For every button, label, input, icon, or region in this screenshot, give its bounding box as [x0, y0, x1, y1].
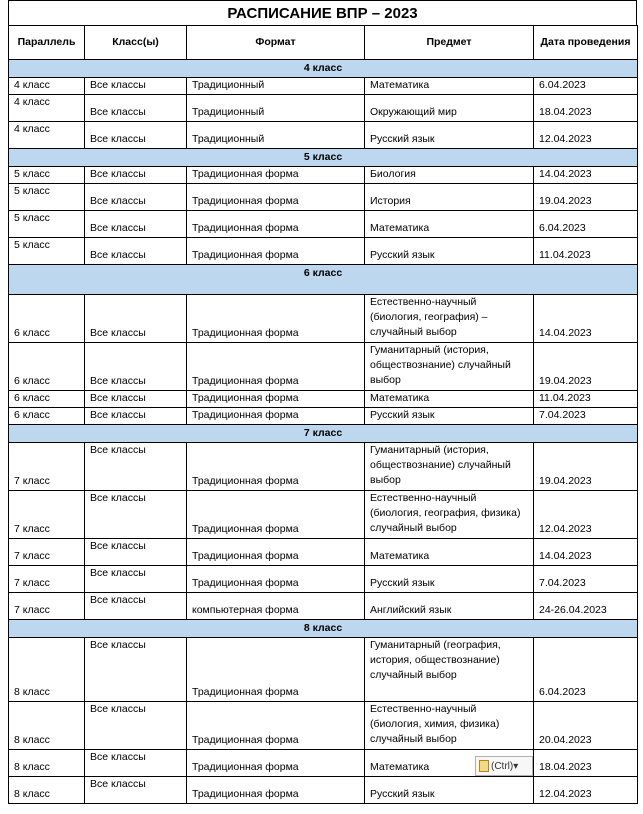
section-label: 8 класс	[9, 620, 638, 638]
table-row	[9, 295, 638, 343]
classes-cell: Все классы	[85, 78, 187, 95]
subject-cell: Естественно-научный (биология, география) – случайный выбор	[365, 295, 534, 343]
date-cell: 12.04.2023	[534, 122, 638, 149]
subject-cell: Русский язык	[365, 122, 534, 149]
header-parallel: Параллель	[9, 26, 85, 60]
parallel-cell: 7 класс	[9, 491, 85, 539]
parallel-cell: 7 класс	[9, 566, 85, 593]
section-label: 5 класс	[9, 149, 638, 167]
parallel-cell: 8 класс	[9, 638, 85, 702]
classes-cell: Все классы	[85, 238, 187, 265]
date-cell: 12.04.2023	[534, 777, 638, 804]
clipboard-icon	[479, 760, 489, 772]
subject-cell: Русский язык	[365, 777, 534, 804]
parallel-cell: 8 класс	[9, 750, 85, 777]
parallel-cell: 7 класс	[9, 539, 85, 566]
schedule-table	[8, 25, 638, 804]
subject-cell: Математика	[365, 211, 534, 238]
subject-cell: Английский язык	[365, 593, 534, 620]
classes-cell: Все классы	[85, 295, 187, 343]
table-row	[9, 750, 638, 777]
format-cell: Традиционная форма	[187, 295, 365, 343]
subject-cell: Математика	[365, 539, 534, 566]
subject-cell: Русский язык	[365, 408, 534, 425]
section-header-row	[9, 620, 638, 638]
subject-cell: Математика	[365, 78, 534, 95]
format-cell: Традиционная форма	[187, 343, 365, 391]
classes-cell: Все классы	[85, 638, 187, 702]
table-row	[9, 702, 638, 750]
format-cell: Традиционный	[187, 78, 365, 95]
table-row	[9, 593, 638, 620]
format-cell: Традиционная форма	[187, 211, 365, 238]
parallel-cell: 7 класс	[9, 593, 85, 620]
table-row	[9, 443, 638, 491]
classes-cell: Все классы	[85, 95, 187, 122]
section-header-row	[9, 425, 638, 443]
parallel-cell: 4 класс	[9, 95, 85, 122]
classes-cell: Все классы	[85, 777, 187, 804]
table-row	[9, 78, 638, 95]
parallel-cell: 6 класс	[9, 408, 85, 425]
classes-cell: Все классы	[85, 566, 187, 593]
parallel-cell: 8 класс	[9, 777, 85, 804]
subject-cell: Математика	[365, 750, 534, 777]
paste-options-label: (Ctrl)	[491, 761, 514, 772]
section-label: 6 класс	[9, 265, 638, 295]
subject-cell: Окружающий мир	[365, 95, 534, 122]
table-row	[9, 95, 638, 122]
table-row	[9, 167, 638, 184]
classes-cell: Все классы	[85, 750, 187, 777]
date-cell: 6.04.2023	[534, 78, 638, 95]
header-subject: Предмет	[365, 26, 534, 60]
subject-cell: Русский язык	[365, 238, 534, 265]
table-row	[9, 391, 638, 408]
subject-cell: Биология	[365, 167, 534, 184]
table-row	[9, 777, 638, 804]
table-row	[9, 122, 638, 149]
classes-cell: Все классы	[85, 167, 187, 184]
table-row	[9, 343, 638, 391]
date-cell: 11.04.2023	[534, 238, 638, 265]
subject-cell: Русский язык	[365, 566, 534, 593]
classes-cell: Все классы	[85, 211, 187, 238]
format-cell: Традиционная форма	[187, 702, 365, 750]
date-cell: 19.04.2023	[534, 184, 638, 211]
chevron-down-icon: ▾	[513, 761, 519, 772]
classes-cell: Все классы	[85, 443, 187, 491]
parallel-cell: 6 класс	[9, 295, 85, 343]
section-header-row	[9, 265, 638, 295]
subject-cell: Гуманитарный (география, история, обществознание) случайный выбор	[365, 638, 534, 702]
format-cell: Традиционная форма	[187, 750, 365, 777]
subject-cell: Гуманитарный (история, обществознание) случайный выбор	[365, 443, 534, 491]
classes-cell: Все классы	[85, 122, 187, 149]
table-row	[9, 408, 638, 425]
parallel-cell: 7 класс	[9, 443, 85, 491]
parallel-cell: 6 класс	[9, 391, 85, 408]
format-cell: Традиционная форма	[187, 566, 365, 593]
classes-cell: Все классы	[85, 408, 187, 425]
date-cell: 20.04.2023	[534, 702, 638, 750]
section-header-row	[9, 60, 638, 78]
table-row	[9, 184, 638, 211]
date-cell: 18.04.2023	[534, 750, 638, 777]
format-cell: Традиционная форма	[187, 391, 365, 408]
subject-cell: Гуманитарный (история, обществознание) случайный выбор	[365, 343, 534, 391]
date-cell: 14.04.2023	[534, 167, 638, 184]
header-format: Формат	[187, 26, 365, 60]
classes-cell: Все классы	[85, 702, 187, 750]
page-title: РАСПИСАНИЕ ВПР – 2023	[8, 0, 637, 26]
parallel-cell: 5 класс	[9, 184, 85, 211]
section-header-row	[9, 149, 638, 167]
table-row	[9, 238, 638, 265]
table-row	[9, 539, 638, 566]
date-cell: 11.04.2023	[534, 391, 638, 408]
subject-cell: Естественно-научный (биология, география, физика) случайный выбор	[365, 491, 534, 539]
date-cell: 14.04.2023	[534, 295, 638, 343]
header-row	[9, 26, 638, 60]
format-cell: Традиционный	[187, 122, 365, 149]
format-cell: Традиционный	[187, 95, 365, 122]
date-cell: 7.04.2023	[534, 408, 638, 425]
format-cell: Традиционная форма	[187, 777, 365, 804]
date-cell: 14.04.2023	[534, 539, 638, 566]
header-classes: Класс(ы)	[85, 26, 187, 60]
date-cell: 12.04.2023	[534, 491, 638, 539]
parallel-cell: 5 класс	[9, 167, 85, 184]
classes-cell: Все классы	[85, 539, 187, 566]
classes-cell: Все классы	[85, 391, 187, 408]
format-cell: Традиционная форма	[187, 491, 365, 539]
format-cell: Традиционная форма	[187, 443, 365, 491]
date-cell: 18.04.2023	[534, 95, 638, 122]
format-cell: Традиционная форма	[187, 539, 365, 566]
format-cell: компьютерная форма	[187, 593, 365, 620]
header-date: Дата проведения	[534, 26, 638, 60]
classes-cell: Все классы	[85, 343, 187, 391]
section-label: 4 класс	[9, 60, 638, 78]
date-cell: 19.04.2023	[534, 443, 638, 491]
format-cell: Традиционная форма	[187, 167, 365, 184]
date-cell: 7.04.2023	[534, 566, 638, 593]
paste-options-button[interactable]	[475, 756, 533, 776]
table-row	[9, 638, 638, 702]
date-cell: 6.04.2023	[534, 211, 638, 238]
date-cell: 6.04.2023	[534, 638, 638, 702]
format-cell: Традиционная форма	[187, 184, 365, 211]
table-row	[9, 491, 638, 539]
subject-cell: Естественно-научный (биология, химия, физика) случайный выбор	[365, 702, 534, 750]
subject-cell: Математика	[365, 391, 534, 408]
parallel-cell: 5 класс	[9, 238, 85, 265]
parallel-cell: 6 класс	[9, 343, 85, 391]
subject-cell: История	[365, 184, 534, 211]
table-row	[9, 211, 638, 238]
date-cell: 24-26.04.2023	[534, 593, 638, 620]
table-row	[9, 566, 638, 593]
date-cell: 19.04.2023	[534, 343, 638, 391]
classes-cell: Все классы	[85, 593, 187, 620]
format-cell: Традиционная форма	[187, 408, 365, 425]
format-cell: Традиционная форма	[187, 638, 365, 702]
classes-cell: Все классы	[85, 491, 187, 539]
section-label: 7 класс	[9, 425, 638, 443]
parallel-cell: 5 класс	[9, 211, 85, 238]
format-cell: Традиционная форма	[187, 238, 365, 265]
parallel-cell: 4 класс	[9, 78, 85, 95]
parallel-cell: 8 класс	[9, 702, 85, 750]
classes-cell: Все классы	[85, 184, 187, 211]
parallel-cell: 4 класс	[9, 122, 85, 149]
